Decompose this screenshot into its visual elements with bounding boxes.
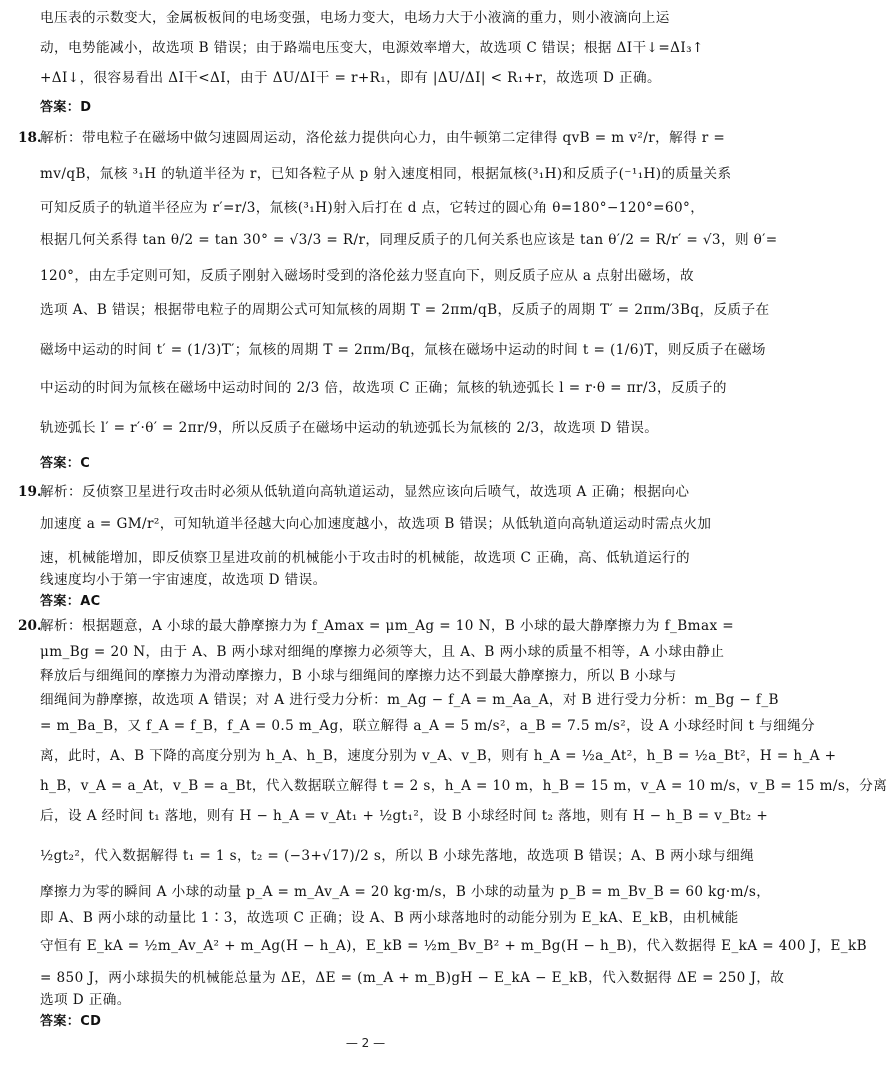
text-line: 速，机械能增加，即反侦察卫星进攻前的机械能小于攻击时的机械能，故选项 C 正确，高、低轨道运行的 xyxy=(40,550,690,566)
text-line: μm_Bg = 20 N，由于 A、B 两小球对细绳的摩擦力必须等大，且 A、B 两小球的质量不相等，A 小球由静止 xyxy=(40,644,725,660)
text-line: 即 A、B 两小球的动量比 1∶3，故选项 C 正确；设 A、B 两小球落地时的动能分别为 E_kA、E_kB，由机械能 xyxy=(40,910,739,926)
text-line: 电压表的示数变大，金属板板间的电场变强，电场力变大，电场力大于小液滴的重力，则小液滴向上运 xyxy=(40,10,670,26)
text-line: +ΔI↓，很容易看出 ΔI干<ΔI，由于 ΔU/ΔI干 = r+R₁，即有 |ΔU/ΔI| < R₁+r，故选项 D 正确。 xyxy=(40,70,661,86)
answer-label: 答案：C xyxy=(40,456,91,471)
question-number: 19. xyxy=(18,484,42,500)
text-line: 守恒有 E_kA = ½m_Av_A² + m_Ag(H − h_A)，E_kB = ½m_Bv_B² + m_Bg(H − h_B)，代入数据得 E_kA = 400 J，E_kB xyxy=(40,938,868,954)
text-line: 细绳间为静摩擦，故选项 A 错误；对 A 进行受力分析：m_Ag − f_A = m_Aa_A，对 B 进行受力分析：m_Bg − f_B xyxy=(40,692,779,708)
text-line: 根据几何关系得 tan θ/2 = tan 30° = √3/3 = R/r，同理反质子的几何关系也应该是 tan θ′/2 = R/r′ = √3，则 θ′= xyxy=(40,232,778,248)
text-line: 解析：根据题意，A 小球的最大静摩擦力为 f_Amax = μm_Ag = 10 N，B 小球的最大静摩擦力为 f_Bmax = xyxy=(40,618,735,634)
question-number: 18. xyxy=(18,130,42,146)
text-line: 加速度 a = GM/r²，可知轨道半径越大向心加速度越小，故选项 B 错误；从低轨道向高轨道运动时需点火加 xyxy=(40,516,712,532)
text-line: = 850 J，两小球损失的机械能总量为 ΔE，ΔE = (m_A + m_B)gH − E_kA − E_kB，代入数据得 ΔE = 250 J，故 xyxy=(40,970,785,986)
question-number: 20. xyxy=(18,618,42,634)
text-line: 解析：带电粒子在磁场中做匀速圆周运动，洛伦兹力提供向心力，由牛顿第二定律得 qvB = m v²/r，解得 r = xyxy=(40,130,726,146)
text-line: 选项 A、B 错误；根据带电粒子的周期公式可知氚核的周期 T = 2πm/qB，反质子的周期 T′ = 2πm/3Bq，反质子在 xyxy=(40,302,770,318)
page-number: — 2 — xyxy=(345,1036,386,1050)
text-line: 动，电势能减小，故选项 B 错误；由于路端电压变大，电源效率增大，故选项 C 错误；根据 ΔI干↓=ΔI₃↑ xyxy=(40,40,704,56)
text-line: ½gt₂²，代入数据解得 t₁ = 1 s，t₂ = (−3+√17)/2 s，所以 B 小球先落地，故选项 B 错误；A、B 两小球与细绳 xyxy=(40,848,755,864)
text-line: = m_Ba_B，又 f_A = f_B，f_A = 0.5 m_Ag，联立解得 a_A = 5 m/s²，a_B = 7.5 m/s²，设 A 小球经时间 t 与细绳分 xyxy=(40,718,816,734)
answer-label: 答案：CD xyxy=(40,1014,102,1029)
answer-label: 答案：D xyxy=(40,100,92,115)
text-line: 可知反质子的轨道半径应为 r′=r/3，氚核(³₁H)射入后打在 d 点，它转过的圆心角 θ=180°−120°=60°， xyxy=(40,200,705,216)
text-line: 后，设 A 经时间 t₁ 落地，则有 H − h_A = v_At₁ + ½gt₁²，设 B 小球经时间 t₂ 落地，则有 H − h_B = v_Bt₂ + xyxy=(40,808,769,824)
answer-label: 答案：AC xyxy=(40,594,101,609)
text-line: 轨迹弧长 l′ = r′·θ′ = 2πr/9，所以反质子在磁场中运动的轨迹弧长为氚核的 2/3，故选项 D 错误。 xyxy=(40,420,659,436)
text-line: h_B，v_A = a_At，v_B = a_Bt，代入数据联立解得 t = 2 s，h_A = 10 m，h_B = 15 m，v_A = 10 m/s，v_B = 15 m/s，分离 xyxy=(40,778,887,794)
text-line: 选项 D 正确。 xyxy=(40,992,131,1008)
text-line: mv/qB，氚核 ³₁H 的轨道半径为 r，已知各粒子从 p 射入速度相同，根据氚核(³₁H)和反质子(⁻¹₁H)的质量关系 xyxy=(40,166,732,182)
text-line: 线速度均小于第一宇宙速度，故选项 D 错误。 xyxy=(40,572,327,588)
text-line: 中运动的时间为氚核在磁场中运动时间的 2/3 倍，故选项 C 正确；氚核的轨迹弧长 l = r·θ = πr/3，反质子的 xyxy=(40,380,727,396)
text-line: 释放后与细绳间的摩擦力为滑动摩擦力，B 小球与细绳间的摩擦力达不到最大静摩擦力，所以 B 小球与 xyxy=(40,668,677,684)
text-line: 120°，由左手定则可知，反质子刚射入磁场时受到的洛伦兹力竖直向下，则反质子应从 a 点射出磁场，故 xyxy=(40,268,695,284)
text-line: 离，此时，A、B 下降的高度分别为 h_A、h_B，速度分别为 v_A、v_B，则有 h_A = ½a_At²，h_B = ½a_Bt²，H = h_A + xyxy=(40,748,837,764)
text-line: 磁场中运动的时间 t′ = (1/3)T′；氚核的周期 T = 2πm/Bq，氚核在磁场中运动的时间 t = (1/6)T，则反质子在磁场 xyxy=(40,342,766,358)
text-line: 解析：反侦察卫星进行攻击时必须从低轨道向高轨道运动，显然应该向后喷气，故选项 A 正确；根据向心 xyxy=(40,484,690,500)
text-line: 摩擦力为零的瞬间 A 小球的动量 p_A = m_Av_A = 20 kg·m/s，B 小球的动量为 p_B = m_Bv_B = 60 kg·m/s， xyxy=(40,884,771,900)
